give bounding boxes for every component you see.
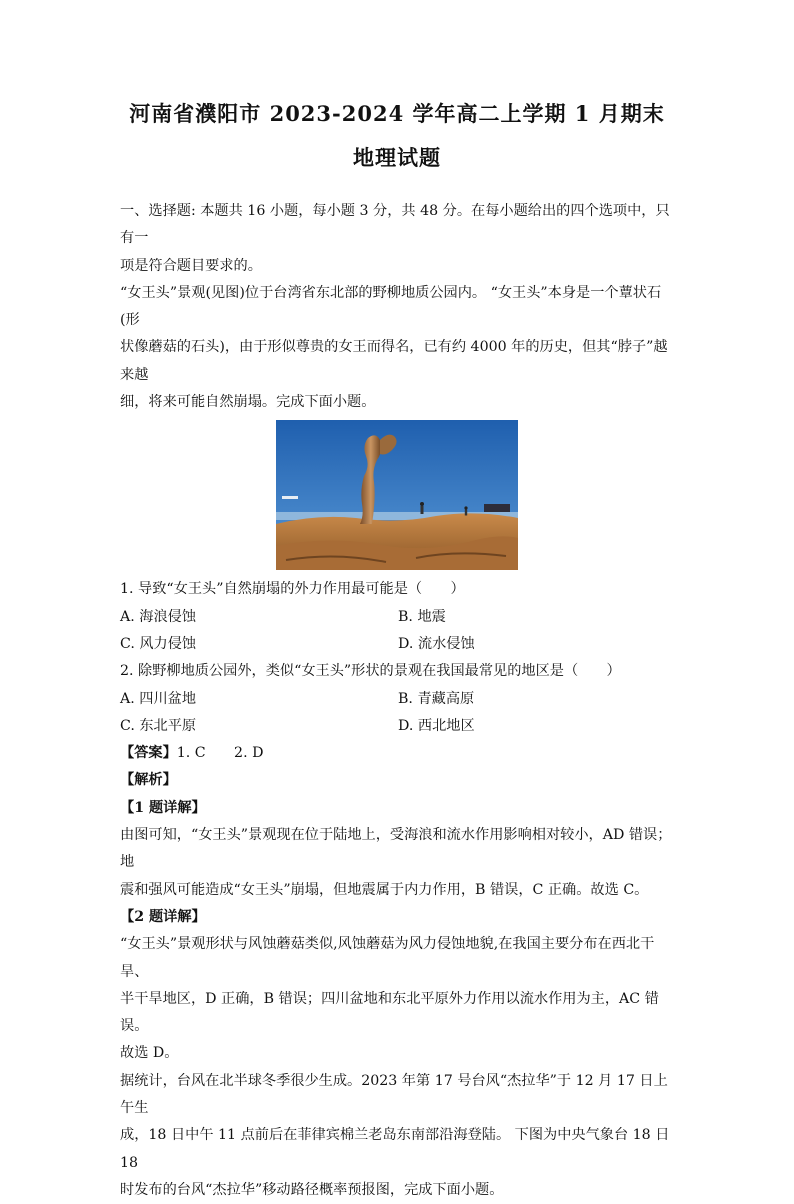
detail-label: 【2 题详解】	[120, 908, 206, 925]
passage-line: 状像蘑菇的石头)，由于形似尊贵的女王而得名，已有约 4000 年的历史，但其“脖子”越来越	[120, 339, 668, 383]
option: B. 地震	[398, 608, 446, 625]
option: A. 海浪侵蚀	[120, 608, 197, 625]
option: D. 西北地区	[398, 717, 475, 734]
analysis-line: 震和强风可能造成“女王头”崩塌，但地震属于内力作用，B 错误，C 正确。故选 C。	[120, 881, 649, 898]
passage-line: 时发布的台风“杰拉华”移动路径概率预报图，完成下面小题。	[120, 1181, 504, 1198]
analysis-line: 故选 D。	[120, 1045, 179, 1062]
question-stem: 1. 导致“女王头”自然崩塌的外力作用最可能是（ ）	[120, 581, 465, 598]
analysis-line: “女王头”景观形状与风蚀蘑菇类似,风蚀蘑菇为风力侵蚀地貌,在我国主要分布在西北干旱、	[120, 936, 655, 980]
option: A. 四川盆地	[120, 690, 197, 707]
question-options-row	[120, 713, 676, 740]
option: C. 风力侵蚀	[120, 635, 197, 652]
question-options-row	[120, 604, 676, 631]
analysis-line: 由图可知，“女王头”景观现在位于陆地上，受海浪和流水作用影响相对较小，AD 错误；地	[120, 827, 672, 871]
queens-head-rock-photo	[276, 420, 518, 570]
document-body	[120, 198, 676, 1204]
analysis-line: 半干旱地区，D 正确，B 错误；四川盆地和东北平原外力作用以流水作用为主，AC 错误。	[120, 990, 659, 1035]
analysis-label: 【解析】	[120, 772, 177, 789]
passage-line: 细，将来可能自然崩塌。完成下面小题。	[120, 394, 376, 411]
passage-line: 据统计，台风在北半球冬季很少生成。2023 年第 17 号台风“杰拉华”于 12 月 17 日上午生	[120, 1072, 668, 1117]
passage-line: “女王头”景观(见图)位于台湾省东北部的野柳地质公园内。 “女王头”本身是一个蕈状石(形	[120, 284, 662, 329]
question-options-row	[120, 686, 676, 713]
section-instruction-line: 项是符合题目要求的。	[120, 257, 262, 274]
question-options-row	[120, 631, 676, 658]
document-subtitle: 地理试题	[353, 145, 441, 170]
passage-line: 成，18 日中午 11 点前后在菲律宾棉兰老岛东南部沿海登陆。 下图为中央气象台 18 日 18	[120, 1127, 670, 1171]
question-stem: 2. 除野柳地质公园外，类似“女王头”形状的景观在我国最常见的地区是（ ）	[120, 663, 621, 680]
answer-label: 【答案】	[120, 745, 177, 762]
option: D. 流水侵蚀	[398, 635, 475, 652]
answer-text: 1. C 2. D	[176, 745, 264, 762]
answer-line	[120, 740, 676, 767]
section-instruction-line: 一、选择题: 本题共 16 小题，每小题 3 分，共 48 分。在每小题给出的四个选项中，只有一	[120, 203, 670, 247]
document-title: 河南省濮阳市 2023-2024 学年高二上学期 1 月期末	[129, 101, 665, 126]
detail-label: 【1 题详解】	[120, 799, 206, 816]
option: C. 东北平原	[120, 717, 197, 734]
option: B. 青藏高原	[398, 690, 475, 707]
